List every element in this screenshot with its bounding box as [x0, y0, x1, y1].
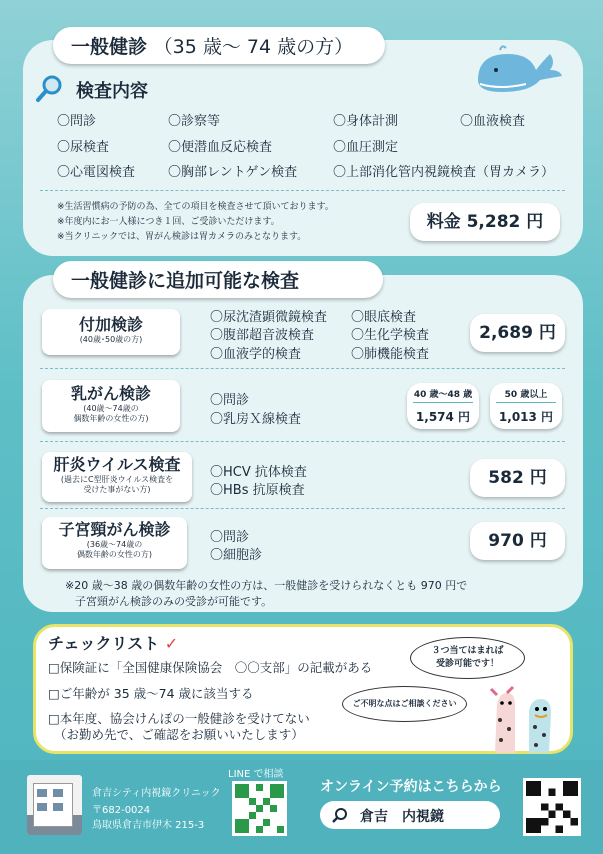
fuka-kenshin-sub: (40歳･50歳の方)	[79, 335, 143, 344]
additional-title: 一般健診に追加可能な検査	[53, 261, 383, 298]
item-shinsatsu: 〇診察等	[168, 114, 221, 129]
shikyukei-item-1: 〇問診	[210, 530, 250, 545]
general-title-sub: （35 歳～ 74 歳の方）	[153, 36, 354, 58]
item-ketsueki: 〇血液検査	[460, 114, 526, 129]
shikyukei-sub-1: (36歳～74歳の	[86, 540, 143, 549]
clinic-name: 倉吉シティ内視鏡クリニック	[92, 788, 221, 799]
nyugan-item-2: 〇乳房Ｘ線検査	[210, 412, 302, 427]
nyugan-price-b-value: 1,013 円	[498, 410, 554, 424]
nyugan-price-b-label: 50 歳以上	[496, 387, 556, 403]
checklist-item-1: □保険証に「全国健康保険協会 〇〇支部」の記載がある	[48, 660, 373, 675]
fuka-item-3: 〇血液学的検査	[210, 347, 302, 362]
shikyukei-box	[42, 517, 187, 569]
general-note-3: ※当クリニックでは、胃がん検診は胃カメラのみとなります。	[57, 232, 307, 242]
general-note-2: ※年度内にお一人様につき１回、ご受診いただけます。	[57, 217, 280, 227]
kanen-box	[42, 452, 192, 502]
kanen-sub-2: 受けた事がない方)	[83, 485, 151, 494]
bubble-1-line-1: ３つ当てはまれば	[431, 646, 504, 656]
online-reservation-label: オンライン予約はこちらから	[320, 779, 502, 795]
eel-mascot-icon	[485, 685, 565, 753]
item-monshin: 〇問診	[57, 114, 97, 129]
checklist-title	[48, 631, 178, 654]
checklist-item-2: □ご年齢が 35 歳～74 歳に該当する	[48, 686, 254, 701]
nyugan-kenshin-box	[42, 380, 180, 432]
item-shindenzu: 〇心電図検査	[57, 165, 136, 180]
section-heading: 検査内容	[76, 81, 148, 102]
clinic-postal: 〒682-0024	[92, 805, 151, 816]
search-icon	[332, 807, 348, 823]
item-ikamera: 〇上部消化管内視鏡検査（胃カメラ）	[333, 165, 555, 180]
line-qr-code-icon[interactable]	[232, 781, 287, 836]
nyugan-sub-1: (40歳～74歳の	[83, 404, 139, 413]
item-bensenketsu: 〇便潜血反応検査	[168, 140, 273, 155]
item-kyobu: 〇胸部レントゲン検査	[168, 165, 298, 180]
kanen-name: 肝炎ウイルス検査	[53, 455, 181, 474]
clinic-building-photo	[27, 775, 82, 835]
checklist-item-3-cont: （お勤め先で、ご確認をお願いいたします）	[54, 727, 304, 742]
additional-note-2: 子宮頸がん検診のみの受診が可能です。	[75, 595, 273, 608]
bubble-2-text: ご不明な点はご相談ください	[352, 699, 457, 708]
search-box[interactable]	[320, 801, 500, 829]
nyugan-name: 乳がん検診	[70, 384, 151, 403]
whale-icon	[470, 40, 565, 95]
nyugan-item-1: 〇問診	[210, 393, 250, 408]
bubble-1-line-2: 受診可能です！	[435, 659, 499, 669]
general-checkup-title	[53, 27, 385, 64]
kanen-sub-1: (過去にC型肝炎ウイルス検査を	[60, 475, 174, 484]
shikyukei-sub-2: 偶数年齢の女性の方)	[76, 550, 153, 559]
checklist-item-3: □本年度、協会けんぽの一般健診を受けてない	[48, 711, 310, 726]
divider	[40, 508, 565, 509]
check-mark-icon: ✓	[164, 634, 179, 653]
kanen-item-1: 〇HCV 抗体検査	[210, 465, 307, 480]
shikyukei-price: 970 円	[470, 522, 565, 560]
nyugan-price-a	[407, 383, 479, 429]
clinic-address: 鳥取県倉吉市伊木 215-3	[92, 820, 205, 831]
nyugan-price-b	[490, 383, 562, 429]
general-price: 料金 5,282 円	[410, 203, 560, 241]
fuka-item-6: 〇肺機能検査	[351, 347, 430, 362]
general-note-1: ※生活習慣病の予防の為、全ての項目を検査させて頂いております。	[57, 202, 334, 212]
nyugan-price-a-label: 40 歳～48 歳	[413, 387, 473, 403]
item-nyo: 〇尿検査	[57, 140, 110, 155]
additional-note-1: ※20 歳～38 歳の偶数年齢の女性の方は、一般健診を受けられなくとも 970 円で	[65, 579, 468, 592]
general-title-main: 一般健診	[71, 36, 148, 58]
shikyukei-name: 子宮頸がん検診	[58, 520, 171, 539]
divider	[40, 190, 565, 191]
item-ketsuatsu: 〇血圧測定	[333, 140, 399, 155]
speech-bubble-2	[342, 686, 467, 722]
item-shintai: 〇身体計測	[333, 114, 399, 129]
reservation-qr-code-icon[interactable]	[523, 778, 581, 836]
fuka-item-1: 〇尿沈渣顕微鏡検査	[210, 310, 328, 325]
fuka-kenshin-box	[42, 309, 180, 355]
divider	[40, 441, 565, 442]
fuka-price: 2,689 円	[470, 314, 565, 352]
shikyukei-item-2: 〇細胞診	[210, 548, 263, 563]
speech-bubble-1	[410, 637, 525, 679]
kanen-price: 582 円	[470, 459, 565, 497]
divider	[40, 368, 565, 369]
kanen-item-2: 〇HBs 抗原検査	[210, 483, 305, 498]
fuka-item-4: 〇眼底検査	[351, 310, 417, 325]
fuka-kenshin-name: 付加検診	[78, 315, 143, 334]
fuka-item-5: 〇生化学検査	[351, 328, 430, 343]
search-text: 倉吉 内視鏡	[360, 809, 444, 825]
nyugan-price-a-value: 1,574 円	[415, 410, 471, 424]
magnifier-icon	[35, 73, 65, 103]
nyugan-sub-2: 偶数年齢の女性の方)	[73, 414, 149, 423]
line-label: LINE で相談	[228, 769, 284, 780]
checklist-title-text: チェックリスト	[48, 634, 160, 653]
fuka-item-2: 〇腹部超音波検査	[210, 328, 315, 343]
footer	[0, 760, 603, 854]
